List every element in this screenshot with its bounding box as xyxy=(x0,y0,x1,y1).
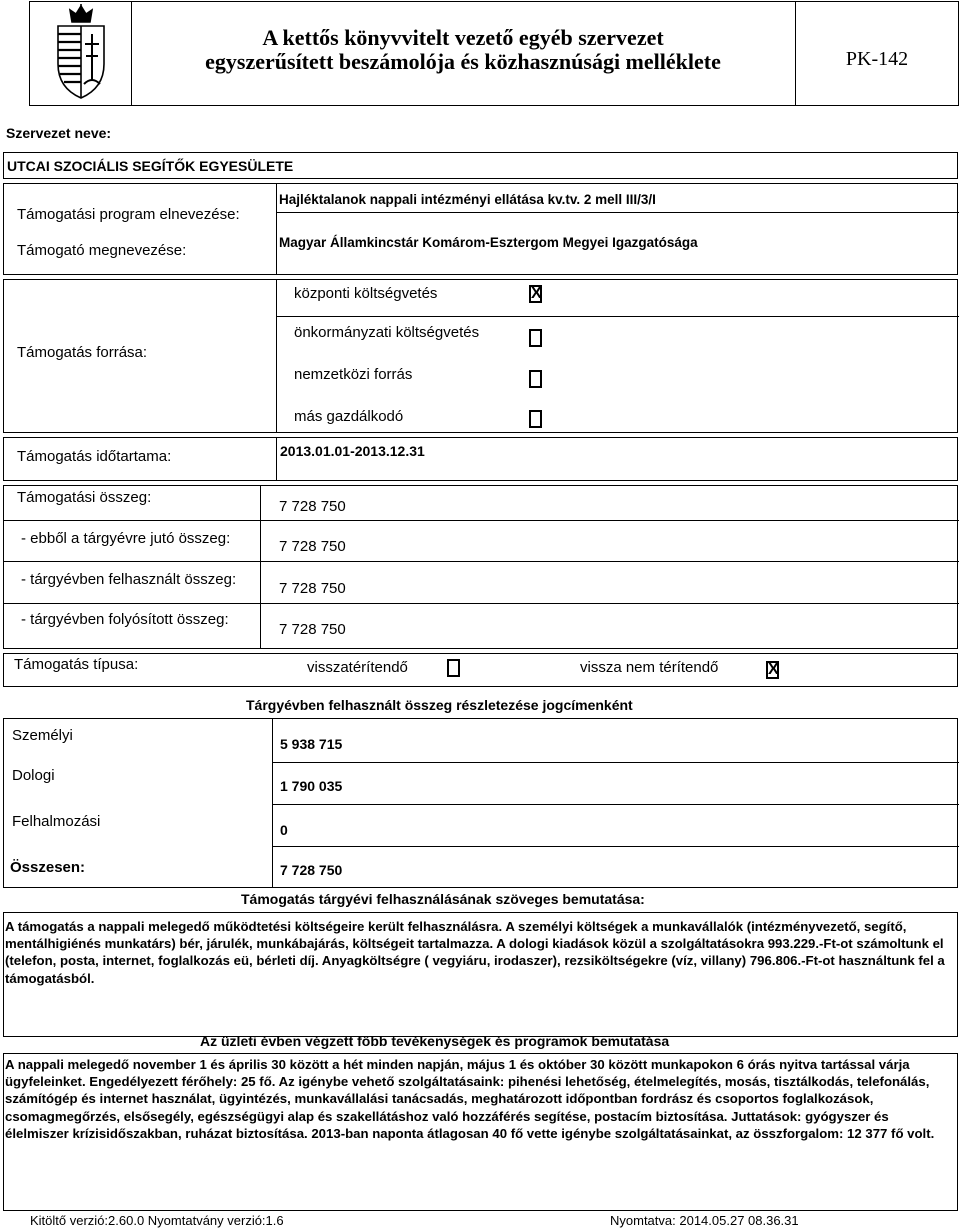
program-block-divider xyxy=(276,183,277,275)
source-row-line-1 xyxy=(277,316,959,317)
source-checkbox-international[interactable] xyxy=(529,370,542,388)
used-amount-label: - tárgyévben felhasznált összeg: xyxy=(21,571,237,588)
refundable-label: visszatérítendő xyxy=(307,659,408,676)
source-checkbox-other-business[interactable] xyxy=(529,410,542,428)
source-block-divider xyxy=(276,279,277,433)
type-block xyxy=(3,653,958,687)
nonrefundable-checkbox[interactable]: X xyxy=(768,661,779,678)
personal-label: Személyi xyxy=(12,727,73,744)
support-total-value: 7 728 750 xyxy=(279,498,346,515)
report-title xyxy=(131,26,795,74)
amounts-row-line-1 xyxy=(3,520,959,521)
paid-amount-value: 7 728 750 xyxy=(279,621,346,638)
program-name-label: Támogatási program elnevezése: xyxy=(17,206,240,223)
refundable-checkbox[interactable] xyxy=(447,659,460,677)
breakdown-block xyxy=(3,718,958,888)
source-checkbox-municipal[interactable] xyxy=(529,329,542,347)
amounts-row-line-3 xyxy=(3,603,959,604)
duration-block-divider xyxy=(276,437,277,481)
org-name-value: UTCAI SZOCIÁLIS SEGÍTŐK EGYESÜLETE xyxy=(7,158,294,174)
breakdown-total-value: 7 728 750 xyxy=(280,862,343,878)
source-label: Támogatás forrása: xyxy=(17,344,148,361)
breakdown-row-line-3 xyxy=(272,846,959,847)
breakdown-title: Tárgyévben felhasznált összeg részletezése jogcímenként xyxy=(246,697,633,713)
activities-text: A nappali melegedő november 1 és április 30 között a hét minden napján, május 1 és október 30 között munkapokon 6 órás nyitva tartással várja ügyfeleinket. Engedélyezett férőhely: 25 fő. Az igénybe vehető szolgáltatásaink: pihenési lehetőség, ételmelegítés, mosás, tisztálkodás, telefonálás, számítógép és internet használat, ügyintézés, munkavállalási tanácsadás, meghatározott időpontban fordrász és csoportos foglalkozások, csomagmegőrzés, elsősegély, egészségügyi alap és szakellátáshoz való hozzáférés segítése, postacím biztosítása. Juttatások: gyógyszer és élelmiszer krízisidőszakban, ruházat biztosítása. 2013-ban naponta átlagosan 40 fő vette igénybe szolgáltatásainkat, az összforgalom: 12 377 fő volt. xyxy=(5,1057,935,1141)
capital-value: 0 xyxy=(280,822,288,838)
material-label: Dologi xyxy=(12,767,55,784)
org-name-label: Szervezet neve: xyxy=(6,125,112,141)
footer-version: Kitöltő verzió:2.60.0 Nyomtatvány verzió:1.6 xyxy=(30,1213,284,1228)
form-code: PK-142 xyxy=(845,48,909,70)
coat-of-arms-icon xyxy=(52,4,110,102)
used-amount-value: 7 728 750 xyxy=(279,580,346,597)
type-label: Támogatás típusa: xyxy=(14,656,139,673)
source-option-label-central: központi költségvetés xyxy=(294,285,438,302)
source-option-label-other-business: más gazdálkodó xyxy=(294,408,404,425)
duration-label: Támogatás időtartama: xyxy=(17,448,172,465)
usage-title: Támogatás tárgyévi felhasználásának szöveges bemutatása: xyxy=(241,891,645,907)
usage-text: A támogatás a nappali melegedő működtetési költségeire került felhasználásra. A személyi költségek a munkavállalók (intézményvezető, segítő, mentálhigiénés munkatárs) bér, járulék, munkábajárás, költségeit tartalmazza. A dologi kiadások közül a szolgáltatásokra 993.229.-Ft-ot számoltunk el (telefon, posta, internet, foglalkozás eü, bérleti díj. Anyagköltségre ( vegyiáru, irodaszer), rezsiköltségekre (víz, villany) 796.806.-Ft-ot használtunk fel a támogatásból. xyxy=(5,919,945,986)
nonrefundable-label: vissza nem térítendő xyxy=(580,659,719,676)
breakdown-block-divider xyxy=(272,718,273,888)
program-name-underline xyxy=(277,212,959,213)
personal-value: 5 938 715 xyxy=(280,736,343,752)
activities-title: Az üzleti évben végzett főbb tevékenységek és programok bemutatása xyxy=(200,1033,670,1049)
breakdown-total-label: Összesen: xyxy=(10,859,86,876)
capital-label: Felhalmozási xyxy=(12,813,101,830)
amounts-block-divider xyxy=(260,485,261,649)
supporter-value: Magyar Államkincstár Komárom-Esztergom Megyei Igazgatósága xyxy=(279,235,698,250)
footer-printed: Nyomtatva: 2014.05.27 08.36.31 xyxy=(610,1213,799,1228)
source-option-label-municipal: önkormányzati költségvetés xyxy=(294,324,480,341)
program-name-value: Hajléktalanok nappali intézményi ellátása kv.tv. 2 mell III/3/I xyxy=(279,192,656,207)
report-title-line2: egyszerűsített beszámolója és közhasznúsági melléklete xyxy=(205,49,721,74)
support-total-label: Támogatási összeg: xyxy=(17,489,152,506)
source-option-label-international: nemzetközi forrás xyxy=(294,366,413,383)
duration-value: 2013.01.01-2013.12.31 xyxy=(280,443,425,459)
breakdown-row-line-2 xyxy=(272,804,959,805)
report-title-line1: A kettős könyvvitelt vezető egyéb szervezet xyxy=(262,25,664,50)
year-amount-value: 7 728 750 xyxy=(279,538,346,555)
paid-amount-label: - tárgyévben folyósított összeg: xyxy=(21,611,229,628)
year-amount-label: - ebből a tárgyévre jutó összeg: xyxy=(21,530,231,547)
source-checkbox-central[interactable]: X xyxy=(531,285,542,302)
supporter-label: Támogató megnevezése: xyxy=(17,242,187,259)
material-value: 1 790 035 xyxy=(280,778,343,794)
breakdown-row-line-1 xyxy=(272,762,959,763)
amounts-row-line-2 xyxy=(3,561,959,562)
